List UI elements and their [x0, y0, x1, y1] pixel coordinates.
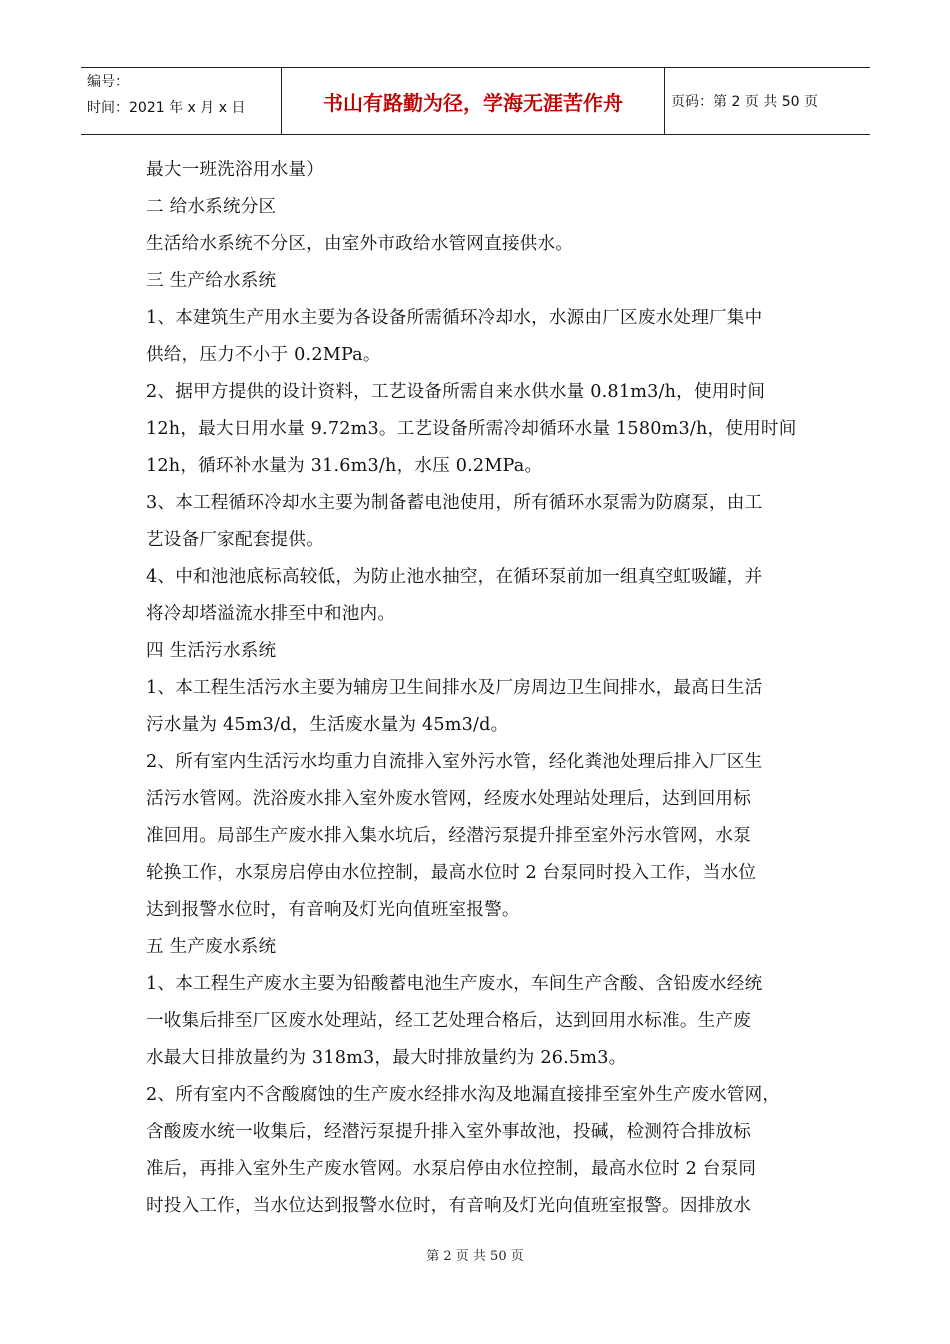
text-line: 最大一班洗浴用水量） [146, 160, 324, 180]
text-line: 水最大日排放量约为 318m3，最大时排放量约为 26.5m3。 [146, 1048, 627, 1068]
text-line: 1、本工程生产废水主要为铅酸蓄电池生产废水，车间生产含酸、含铅废水经统 [146, 974, 763, 994]
text-line: 2、所有室内生活污水均重力自流排入室外污水管，经化粪池处理后排入厂区生 [146, 752, 763, 772]
document-body [146, 152, 816, 1225]
text-line: 供给，压力不小于 0.2MPa。 [146, 345, 381, 365]
text-line: 污水量为 45m3/d，生活废水量为 45m3/d。 [146, 715, 509, 735]
text-line: 4、中和池池底标高较低，为防止池水抽空，在循环泵前加一组真空虹吸罐，并 [146, 567, 763, 587]
text-line: 轮换工作，水泵房启停由水位控制，最高水位时 2 台泵同时投入工作，当水位 [146, 863, 757, 883]
text-line: 生活给水系统不分区，由室外市政给水管网直接供水。 [146, 234, 574, 254]
text-line: 12h，最大日用水量 9.72m3。工艺设备所需冷却循环水量 1580m3/h，使用时间 [146, 419, 797, 439]
header-motto: 书山有路勤为径，学海无涯苦作舟 [282, 68, 665, 134]
text-line: 二 给水系统分区 [146, 197, 277, 217]
text-line: 含酸废水统一收集后，经潜污泵提升排入室外事故池，投碱，检测符合排放标 [146, 1122, 751, 1142]
text-line: 时投入工作，当水位达到报警水位时，有音响及灯光向值班室报警。因排放水 [146, 1196, 751, 1216]
header-page-label: 页码：第 2 页 共 50 页 [671, 94, 818, 110]
text-line: 四 生活污水系统 [146, 641, 277, 661]
text-line: 准后，再排入室外生产废水管网。水泵启停由水位控制，最高水位时 2 台泵同 [146, 1159, 757, 1179]
text-line: 活污水管网。洗浴废水排入室外废水管网，经废水处理站处理后，达到回用标 [146, 789, 751, 809]
page-footer: 第 2 页 共 50 页 [426, 1249, 524, 1264]
text-line: 将冷却塔溢流水排至中和池内。 [146, 604, 396, 624]
page-header [81, 67, 870, 135]
text-line: 准回用。局部生产废水排入集水坑后，经潜污泵提升排至室外污水管网，水泵 [146, 826, 751, 846]
text-line: 五 生产废水系统 [146, 937, 277, 957]
text-line: 1、本工程生活污水主要为辅房卫生间排水及厂房周边卫生间排水，最高日生活 [146, 678, 763, 698]
header-info-cell [81, 68, 282, 134]
text-line: 艺设备厂家配套提供。 [146, 530, 324, 550]
text-line: 3、本工程循环冷却水主要为制备蓄电池使用，所有循环水泵需为防腐泵，由工 [146, 493, 763, 513]
text-line: 12h，循环补水量为 31.6m3/h，水压 0.2MPa。 [146, 456, 543, 476]
text-line: 三 生产给水系统 [146, 271, 277, 291]
date-label: 时间：2021 年 x 月 x 日 [87, 100, 246, 116]
text-line: 一收集后排至厂区废水处理站，经工艺处理合格后，达到回用水标准。生产废 [146, 1011, 751, 1031]
text-line: 达到报警水位时，有音响及灯光向值班室报警。 [146, 900, 520, 920]
text-line: 2、所有室内不含酸腐蚀的生产废水经排水沟及地漏直接排至室外生产废水管网， [146, 1085, 781, 1105]
number-label: 编号： [87, 74, 129, 90]
text-line: 1、本建筑生产用水主要为各设备所需循环冷却水，水源由厂区废水处理厂集中 [146, 308, 763, 328]
text-line: 2、据甲方提供的设计资料，工艺设备所需自来水供水量 0.81m3/h，使用时间 [146, 382, 766, 402]
